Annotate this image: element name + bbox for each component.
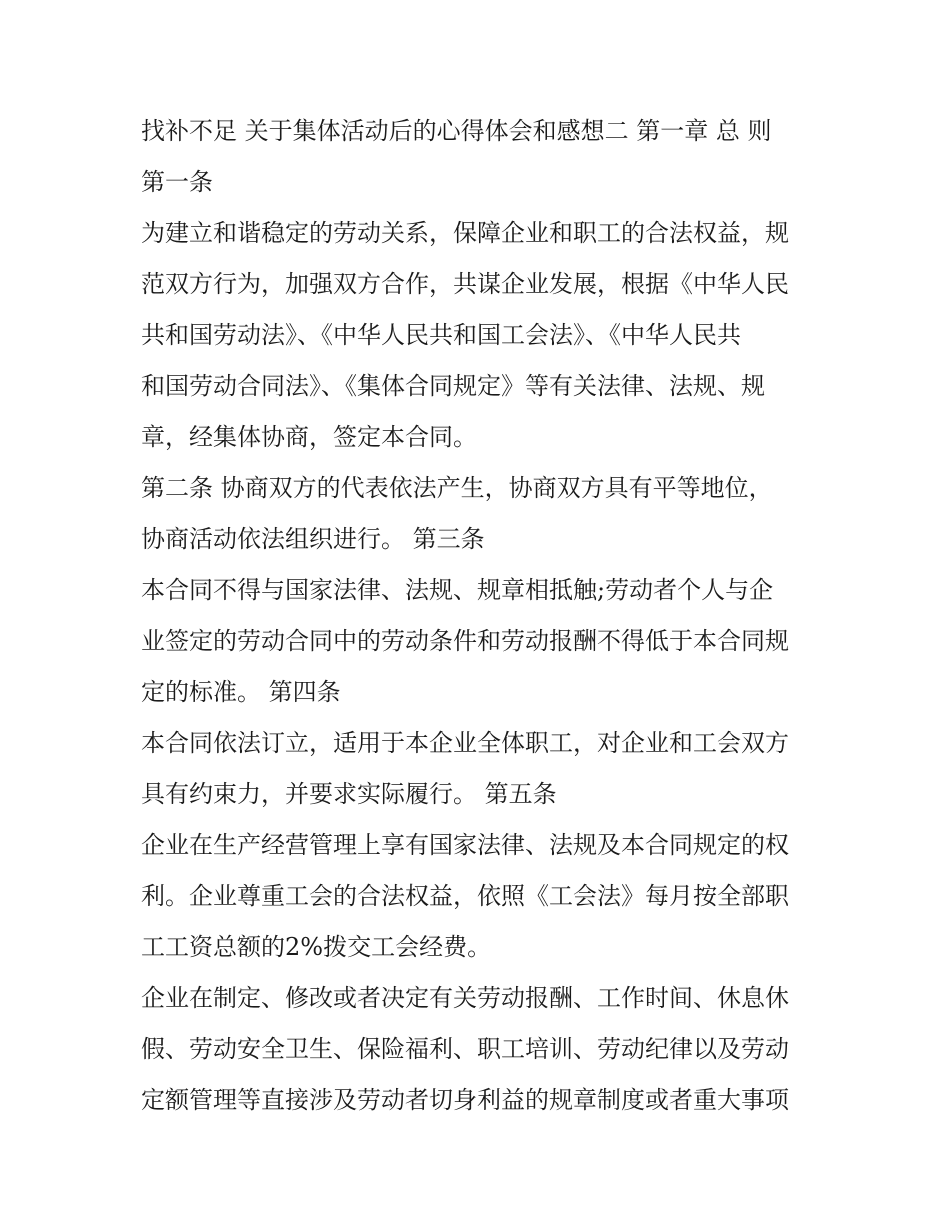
paragraph-line: 协商活动依法组织进行。 第三条 — [141, 525, 485, 553]
paragraph-line: 范双方行为，加强双方合作，共谋企业发展，根据《中华人民 — [141, 270, 789, 298]
paragraph-line: 企业在生产经营管理上享有国家法律、法规及本合同规定的权 — [141, 831, 789, 859]
document-heading-line: 找补不足 关于集体活动后的心得体会和感想二 第一章 总 则 — [141, 117, 772, 145]
paragraph-line: 具有约束力，并要求实际履行。 第五条 — [141, 780, 557, 808]
paragraph-line: 第二条 协商双方的代表依法产生，协商双方具有平等地位， — [141, 474, 773, 502]
article-1-heading: 第一条 — [141, 168, 213, 196]
paragraph-line: 和国劳动合同法》、《集体合同规定》等有关法律、法规、规 — [141, 372, 765, 400]
paragraph-line: 业签定的劳动合同中的劳动条件和劳动报酬不得低于本合同规 — [141, 627, 789, 655]
document-body — [141, 106, 813, 1126]
paragraph-line: 企业在制定、修改或者决定有关劳动报酬、工作时间、休息休 — [141, 984, 789, 1012]
paragraph-line: 假、劳动安全卫生、保险福利、职工培训、劳动纪律以及劳动 — [141, 1035, 789, 1063]
paragraph-line: 本合同不得与国家法律、法规、规章相抵触;劳动者个人与企 — [141, 576, 774, 604]
paragraph-line: 定的标准。 第四条 — [141, 678, 341, 706]
paragraph-line: 本合同依法订立，适用于本企业全体职工，对企业和工会双方 — [141, 729, 789, 757]
paragraph-line: 工工资总额的2%拨交工会经费。 — [141, 933, 492, 961]
paragraph-line: 章，经集体协商，签定本合同。 — [141, 423, 477, 451]
paragraph-line: 定额管理等直接涉及劳动者切身利益的规章制度或者重大事项 — [141, 1086, 789, 1114]
paragraph-line: 为建立和谐稳定的劳动关系，保障企业和职工的合法权益，规 — [141, 219, 789, 247]
paragraph-line: 利。企业尊重工会的合法权益，依照《工会法》每月按全部职 — [141, 882, 789, 910]
paragraph-line: 共和国劳动法》、《中华人民共和国工会法》、《中华人民共 — [141, 321, 741, 349]
